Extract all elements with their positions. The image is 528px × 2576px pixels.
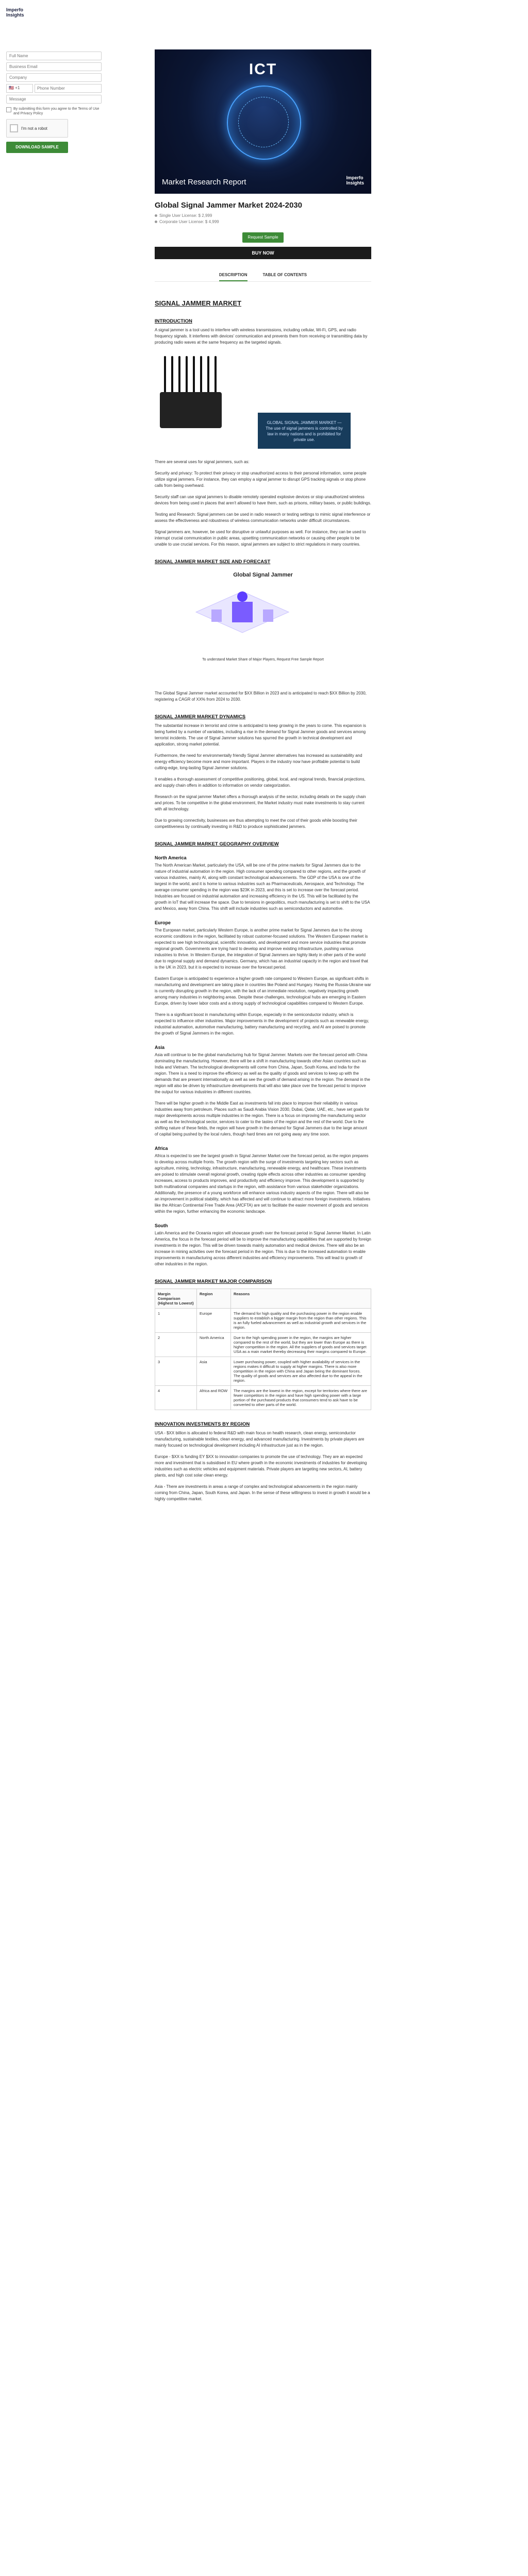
paragraph: Due to growing connectivity, businesses are thus attempting to meet the cost of their goods while boosting their competitiveness by continually investing in R&D to produce sophisticated jammers. [155,818,357,829]
market-promo-banner: GLOBAL SIGNAL JAMMER MARKET — The use of signal jammers is controlled by law in many nations and is prohibited for private use. [258,413,351,449]
paragraph: Asia - There are investments in areas a range of complex and technological advancements in the region mainly coming from China, Japan, South Korea, and Japan. In the sense of these willingness to invest in growth it would be a highly competitive market. [155,1484,370,1501]
country-code-select[interactable]: 🇺🇸 +1 [6,84,33,93]
intro-heading: INTRODUCTION [155,318,192,324]
consent-checkbox[interactable] [6,107,11,112]
recaptcha-checkbox[interactable] [10,124,18,132]
region-heading-eu: Europe [155,920,171,925]
table-cell: 3 [155,1357,197,1386]
paragraph: Testing and Research: Signal jammers can be used in radio research or testing settings to mimic signal interference or assess the effectiveness and robustness of wireless communication networks under difficult circumstances. [155,512,371,523]
paragraph: Africa is expected to see the largest growth in Signal Jammer Market over the forecast period, as the region prepares to develop across multiple fronts. The growth region with the surge of investments targeting key sectors such as agriculture, mining, technology, infrastructure, manufacturing, renewable energy, and healthcare. These investments are poised to stimulate overall regional growth, creating ripple effects across other industries as consumer spending increases, access to products improves, and productivity and efficiency improve. This development is supported by both multinational companies and startups in the region, with assistance from various stakeholder organizations. Additionally, the presence of a young workforce will enhance various industry aspects of the region. There will also be an improvement in political stability, which has affected and will continue to attract more foreign investments. Initiatives like the African Continental Free Trade Area (AfCFTA) are set to facilitate the easier movement of goods and services within the region, further enhancing the economic landscape. [155,1154,371,1214]
table-cell: 4 [155,1386,197,1410]
table-cell: Due to the high spending power in the region, the margins are higher compared to the rest of the world, but they are lower than Europe as there is higher competition in the region. All the suppliers of goods and services target USA as a main market thereby decreasing their margins compared to Europe. [231,1333,371,1357]
report-heading: SIGNAL JAMMER MARKET [155,299,242,307]
phone-row [6,84,102,93]
paragraph: Signal jammers are, however, be used for disruptive or unlawful purposes as well. For instance, they can be used to interrupt crucial communication in public areas, upsetting communication networks or causing other people to be unable to use crucial services. For this reason, signal jammers are subject to strict regulations in many countries. [155,530,366,547]
table-row [155,1386,371,1410]
globe-icon [227,86,301,160]
main-content [155,49,371,1507]
paragraph: There are several uses for signal jammers, such as: [155,460,250,464]
table-cell: 1 [155,1309,197,1333]
region-heading-south: South [155,1223,168,1228]
site-header [0,0,528,24]
download-sample-button[interactable]: DOWNLOAD SAMPLE [6,142,68,153]
paragraph: USA - $XX billion is allocated to federal R&D with main focus on health research, clean energy, semiconductor manufacturing, sustainable textiles, clean energy, and advanced manufacturing. Investments by private players are mainly focused on technological development including AI infrastructure just as in the region. [155,1431,365,1448]
cover-title: ICT [249,61,277,78]
size-heading: SIGNAL JAMMER MARKET SIZE AND FORECAST [155,559,271,565]
paragraph: Security and privacy: To protect their privacy or stop unauthorized access to their personal information, some people utilize signal jammers. For instance, they can employ a signal jammer to disrupt GPS tracking signals or stop phone calls from being overheard. [155,471,367,488]
bullet-icon [155,221,157,223]
tab-description[interactable]: DESCRIPTION [219,269,248,281]
paragraph: The European market, particularly Western Europe, is another prime market for Signal Jammers due to the strong economic conditions in the region, facilitated by robust customer-focused solutions. The Western European market is expected to see high technological, scientific innovation, and development and more service industries that promote regional growth. Governments are trying hard to develop and improve existing infrastructure, pushing various industries to thrive. In Western Europe, the integration of Signal Jammers are highly likely in other parts of the world due to regional supply and demand dynamics. Germany, which has an industrial capacity in the region and travel that is the UK in 2023, but it is expected to increase over the forecast period. [155,928,368,970]
intro-paragraph: A signal jammer is a tool used to interfere with wireless transmissions, including cellular, Wi-Fi, GPS, and radio frequency signals. It interferes with devices' communication and prevents them from receiving or transmitting data by producing radio waves at the same frequency as the targeted signals. [155,328,368,345]
table-cell: Asia [197,1357,231,1386]
bullet-icon [155,214,157,217]
region-heading-na: North America [155,855,187,860]
table-cell: North America [197,1333,231,1357]
paragraph: The North American Market, particularly the USA, will be one of the prime markets for Signal Jammers due to the nature of industrial automation in the region. High consumer spending compared to other regions, and the growth of various industries, mainly AI, along with constant technological advancements. The GDP of the USA is one of the largest in the world, and it is home to various industries such as Pharmaceuticals, Aerospace, and Technology. The average consumer spending in the region was $23K in 2023, and this is set to increase over the forecast period. Industries are focused on industrial automation and increasing efficiency in the US. This will be facilitated by the growth in IoT that will increase the space. Due to tensions in geopolitics, much manufacturing is set to shift to the USA and Mexico, away from China. This shift will include industries such as semiconductors and automotive. [155,863,370,911]
full-name-input[interactable] [6,52,102,60]
region-heading-asia: Asia [155,1045,165,1050]
paragraph: Research on the signal jammer Market offers a thorough analysis of the sector, including details on the supply chain and prices. To be competitive in the global environment, the Market industry must make investments to stay current with all technology. [155,794,366,811]
consent-row [6,107,102,116]
signal-jammer-image [155,356,227,444]
comparison-table [155,1289,371,1410]
table-cell: The margins are the lowest in the region, except for territories where there are fewer competitors in the region and have high spending power with a large portion of the purchased products that consumers tend to ask have to be converted to other parts of the world. [231,1386,371,1410]
table-header: Margin Comparison (Highest to Lowest) [155,1289,197,1309]
request-sample-button[interactable]: Request Sample [242,232,284,243]
buy-now-button[interactable]: BUY NOW [155,247,371,259]
logo-line1: Imperfo [6,7,24,12]
table-cell: Africa and ROW [197,1386,231,1410]
tab-table-of-contents[interactable]: TABLE OF CONTENTS [262,273,307,277]
paragraph: Security staff can use signal jammers to disable remotely operated explosive devices or stop unauthorized wireless devices from being used in places that aren't allowed to have them, such as prisons, military bases, or public buildings. [155,495,371,505]
paragraph: There is a significant boost in manufacturing within Europe, especially in the semiconductor industry, which is expected to influence other industries. Major improvements in the development of projects such as renewable energy, industrial automation, automotive manufacturing, battery manufacturing and recycling, and AI are poised to promote the growth of Signal Jammers in the region. [155,1012,369,1036]
consent-text: By submitting this form you agree to the Terms of Use and Privacy Policy [13,107,100,115]
table-cell: The demand for high quality and the purchasing power in the region enable suppliers to establish a bigger margin from the region than other regions. This is an fully fueled advancement as well as industrial growth and services in the region. [231,1309,371,1333]
table-header: Reasons [231,1289,371,1309]
dynamics-heading: SIGNAL JAMMER MARKET DYNAMICS [155,714,246,720]
comparison-heading: SIGNAL JAMMER MARKET MAJOR COMPARISON [155,1279,272,1284]
recaptcha-label: I'm not a robot [21,126,47,131]
recaptcha-widget[interactable] [6,119,68,138]
content-tabs [155,269,371,282]
region-heading-africa: Africa [155,1146,168,1151]
report-cover-image [155,49,371,194]
paragraph: The substantial increase in terrorist and crime is anticipated to keep growing in the years to come. This expansion is being fueled by a number of variables, including a rise in the demand for Signal Jammer goods and services among terrorist incidents. The use of Signal Jammer solutions has spurred the growth in technical development and application, strong market potential. [155,723,366,747]
cover-logo: Imperfo Insights [346,175,364,185]
paragraph: There will be higher growth in the Middle East as investments fall into place to improve their reliability in various industries away from petroleum. Places such as Saudi Arabia Vision 2030, Dubai, Qatar, UAE, etc., have set goals for major developments across multiple industries in the region. There is a focus on improving the manufacturing sector as well as the technological sector, services to cater to the tastes of the region and the rest of the world. Due to the shifting nature of these fields, the region will have growth in the demand for Signal Jammers due to the large amount of capital being pushed by the local rulers, though hard times are not going away any time soon. [155,1101,370,1137]
phone-input[interactable] [35,84,102,93]
chart-illustration [186,581,299,653]
paragraph: Furthermore, the need for environmentally friendly Signal Jammer alternatives has increased as sustainability and energy efficiency become more and more important. Players in the industry now have profitable potential to build cutting-edge, long-lasting Signal Jammer solutions. [155,753,362,770]
paragraph: Latin America and the Oceania region will showcase growth over the forecast period in Signal Jammer Market. In Latin America, the focus in the forecast period will be to improve the manufacturing capabilities that are supported by foreign investments in the region. This will be driven towards mainly automation and medical devices. There will also be an increase in mining activities over the forecast period in the region. This is due to the increased automation to enable improvements in manufacturing across different industries and efficiency improvements. This will lead to growth of other industries in the region. [155,1231,371,1266]
paragraph: It enables a thorough assessment of competitive positioning, global, local, and regional trends, financial projections, and supply chain offers in addition to information on vendor categorization. [155,777,366,788]
table-cell: Europe [197,1309,231,1333]
table-row [155,1333,371,1357]
site-logo[interactable] [6,7,24,18]
table-cell: 2 [155,1333,197,1357]
chart-title: Global Signal Jammer [233,572,293,578]
message-input[interactable] [6,95,102,104]
table-header: Region [197,1289,231,1309]
company-input[interactable] [6,73,102,82]
chart-caption[interactable]: To understand Market Share of Major Players, Request Free Sample Report [202,658,324,662]
paragraph: Asia will continue to be the global manufacturing hub for Signal Jammer. Markets over the forecast period with China dominating the manufacturing. However, there will be a shift in manufacturing towards other Asian countries such as India and Vietnam. The technological developments will come from China, Japan, South Korea, and India for the region. There is a need to improve the efficiency as well as the quality of goods and services to keep up with the demands that are present internationally as well as see the growth of demand arising in the region. The demand in the region will also be driven by infrastructure developments that will also take place over the forecast period to improve the output for various industries in different countries. [155,1053,370,1094]
table-row [155,1309,371,1333]
table-cell: Lower purchasing power, coupled with higher availability of services in the regions makes it difficult to supply at higher margins. There is also more competition in the region with China and Japan being the dominant forces. The quality of goods and services are also affected due to the appeal in the region. [231,1357,371,1386]
email-input[interactable] [6,62,102,71]
innovation-heading: INNOVATION INVESTMENTS BY REGION [155,1421,250,1427]
product-title: Global Signal Jammer Market 2024-2030 [155,201,302,210]
paragraph: Eastern Europe is anticipated to experience a higher growth rate compared to Western Europe, as significant shifts in manufacturing and development are taking place in countries like Poland and Hungary. Having the Russia-Ukraine war is currently disrupting growth in the region, with the lack of an immediate resolution, negatively impacting growth among many industries in neighboring areas. Despite these challenges, technological hubs are emerging in Eastern Europe, driven by lower labor costs and a strong supply of technological capabilities compared to Western Europe. [155,976,371,1006]
paragraph: Europe - $XX is funding EY $XX to innovation companies to promote the use of technology. They are an expected more and investment that is subsidised in EU where growth in the economic investments of industries for developing industries such as electric vehicles and equipment materials. Private players are targeting new sectors, AI, battery plants, and high cost solar clean energy. [155,1454,367,1478]
sample-request-form [6,52,102,153]
license-info: Single User License: $ 2,999 Corporate User License: $ 4,999 [155,213,371,225]
market-share-chart [186,572,340,685]
table-row [155,1357,371,1386]
cover-subtitle: Market Research Report [162,178,246,187]
logo-line2: Insights [6,12,24,18]
paragraph: The Global Signal Jammer market accounted for $XX Billion in 2023 and is anticipated to reach $XX Billion by 2030, registering a CAGR of XX% from 2024 to 2030. [155,691,367,702]
geography-heading: SIGNAL JAMMER MARKET GEOGRAPHY OVERVIEW [155,841,279,847]
